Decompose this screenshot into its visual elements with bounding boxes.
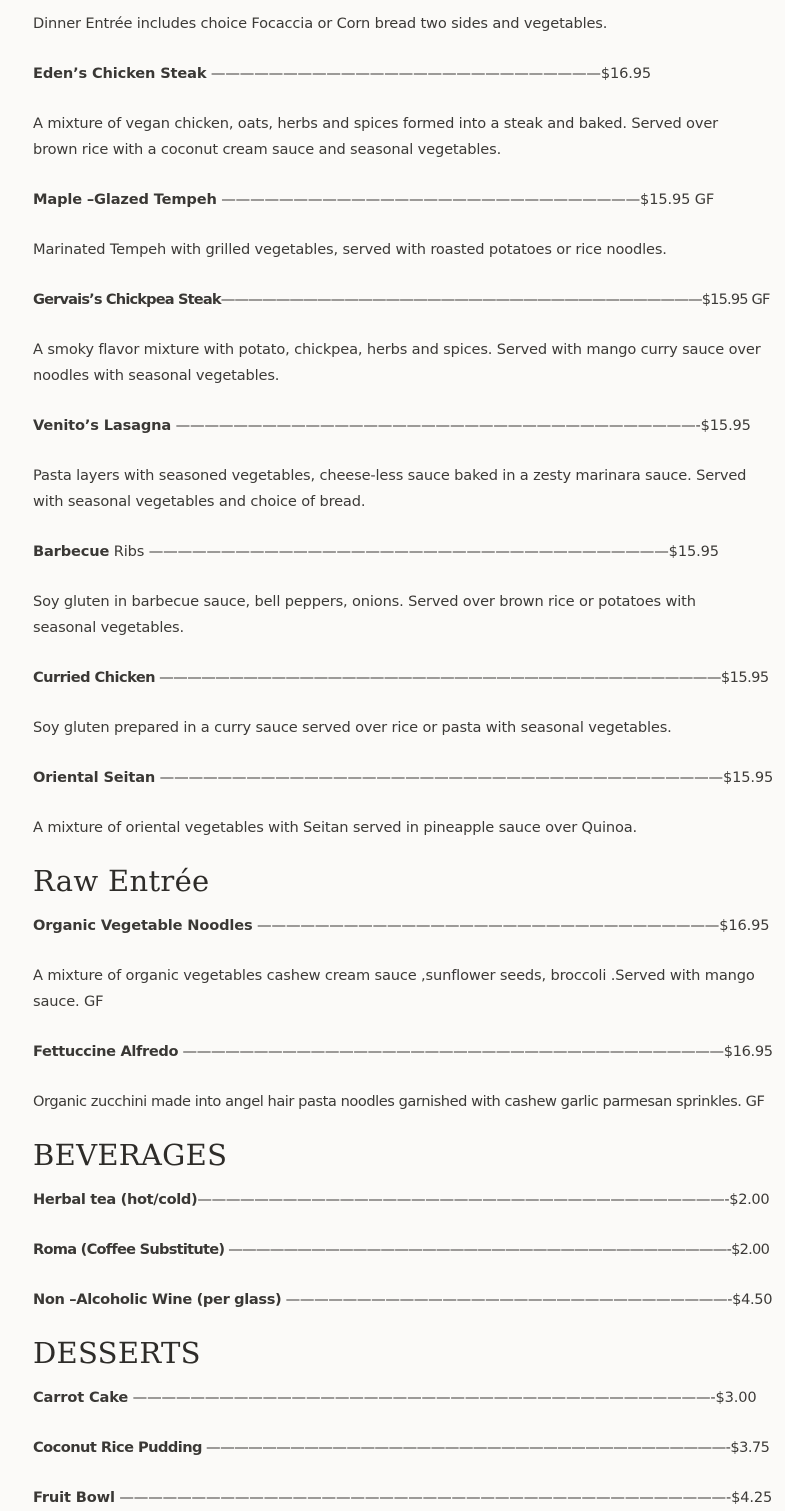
dinner-intro: Dinner Entrée includes choice Focaccia or Corn bread two sides and vegetables. [33,15,608,32]
menu-item-edens-chicken-steak [33,61,763,87]
menu-item-roma [33,1237,770,1263]
item-leader-price: ————————————————————————————————————————-$3.00 [128,1389,757,1406]
menu-item-venitos-lasagna [33,413,763,439]
item-name: Coconut Rice Pudding [33,1439,202,1456]
section-heading-raw-entree: Raw Entrée [33,864,210,898]
menu-item-organic-vegetable-noodles [33,913,770,939]
item-description: Marinated Tempeh with grilled vegetables, served with roasted potatoes or rice noodles. [33,241,667,258]
item-leader-price: —————————————————————————————————————-$2.00 [197,1191,770,1208]
item-name: Eden’s Chicken Steak [33,65,207,82]
item-description: A mixture of vegan chicken, oats, herbs and spices formed into a steak and baked. Served over brown rice with a coconut cream sauce and seasonal vegetables. [33,115,718,158]
item-description: Pasta layers with seasoned vegetables, cheese-less sauce baked in a zesty marinara sauce. Served with seasonal vegetables and choice of bread. [33,467,747,510]
menu-item-gervais-chickpea-steak [33,287,770,313]
menu-item-coconut-rice-pudding [33,1435,770,1461]
item-leader-price: ——————————————————————————————————————————-$4.25 [114,1489,773,1506]
item-name: Oriental Seitan [33,769,156,786]
item-description: Soy gluten prepared in a curry sauce served over rice or pasta with seasonal vegetables. [33,719,672,736]
item-leader-price: ————————————————————————————————$16.95 [252,917,770,934]
item-description: Soy gluten in barbecue sauce, bell peppers, onions. Served over brown rice or potatoes with seasonal vegetables. [33,593,696,636]
item-leader-price: ————————————————————————————————————-$2.00 [224,1241,770,1258]
item-leader-price: ————————————————————————————————————$15.95 [144,543,719,560]
section-heading-beverages: BEVERAGES [33,1138,228,1172]
item-leader-price: ———————————————————————————————-$4.50 [281,1291,773,1308]
item-leader-price: ————————————————————————————————————-$15.95 [171,417,751,434]
item-description: Organic zucchini made into angel hair pasta noodles garnished with cashew garlic parmesan sprinkles. GF [33,1093,765,1110]
item-name: Barbecue [33,543,110,560]
menu-item-curried-chicken [33,665,769,691]
section-heading-desserts: DESSERTS [33,1336,201,1370]
item-leader-price: —————————————————————————————$15.95 GF [216,191,715,208]
menu-item-herbal-tea [33,1187,770,1213]
item-leader-price: ———————————————————————————————————$15.95 GF [220,291,770,308]
item-name: Curried Chicken [33,669,156,686]
menu-item-barbecue-ribs [33,539,763,565]
item-description: A smoky flavor mixture with potato, chickpea, herbs and spices. Served with mango curry sauce over noodles with seasonal vegetables. [33,341,761,384]
menu-item-oriental-seitan [33,765,774,791]
item-leader-price: —————————————————————————————————————-$3.75 [201,1439,770,1456]
menu-item-non-alcoholic-wine [33,1287,773,1313]
item-name: Fruit Bowl [33,1489,115,1506]
menu-item-fruit-bowl [33,1485,773,1511]
item-leader-price: ———————————————————————————$16.95 [206,65,652,82]
item-description: A mixture of organic vegetables cashew cream sauce ,sunflower seeds, broccoli .Served with mango sauce. GF [33,967,755,1010]
item-name: Maple –Glazed Tempeh [33,191,217,208]
item-name: Fettuccine Alfredo [33,1043,179,1060]
item-leader-price: ————————————————————————————————————————$15.95 [155,669,769,686]
menu-item-maple-glazed-tempeh [33,187,763,213]
item-name: Venito’s Lasagna [33,417,172,434]
item-name: Carrot Cake [33,1389,129,1406]
item-leader-price: ——————————————————————————————————————$16.95 [178,1043,773,1060]
item-description: A mixture of oriental vegetables with Seitan served in pineapple sauce over Quinoa. [33,819,638,836]
item-name: Herbal tea (hot/cold) [33,1191,198,1208]
item-name: Roma (Coffee Substitute) [33,1241,225,1258]
item-leader-price: ———————————————————————————————————————$15.95 [155,769,774,786]
menu-item-fettuccine-alfredo [33,1039,773,1065]
item-name: Organic Vegetable Noodles [33,917,253,934]
item-name-suffix: Ribs [109,543,145,560]
menu-item-carrot-cake [33,1385,763,1411]
item-name: Non –Alcoholic Wine (per glass) [33,1291,282,1308]
item-name: Gervais’s Chickpea Steak [33,291,221,308]
